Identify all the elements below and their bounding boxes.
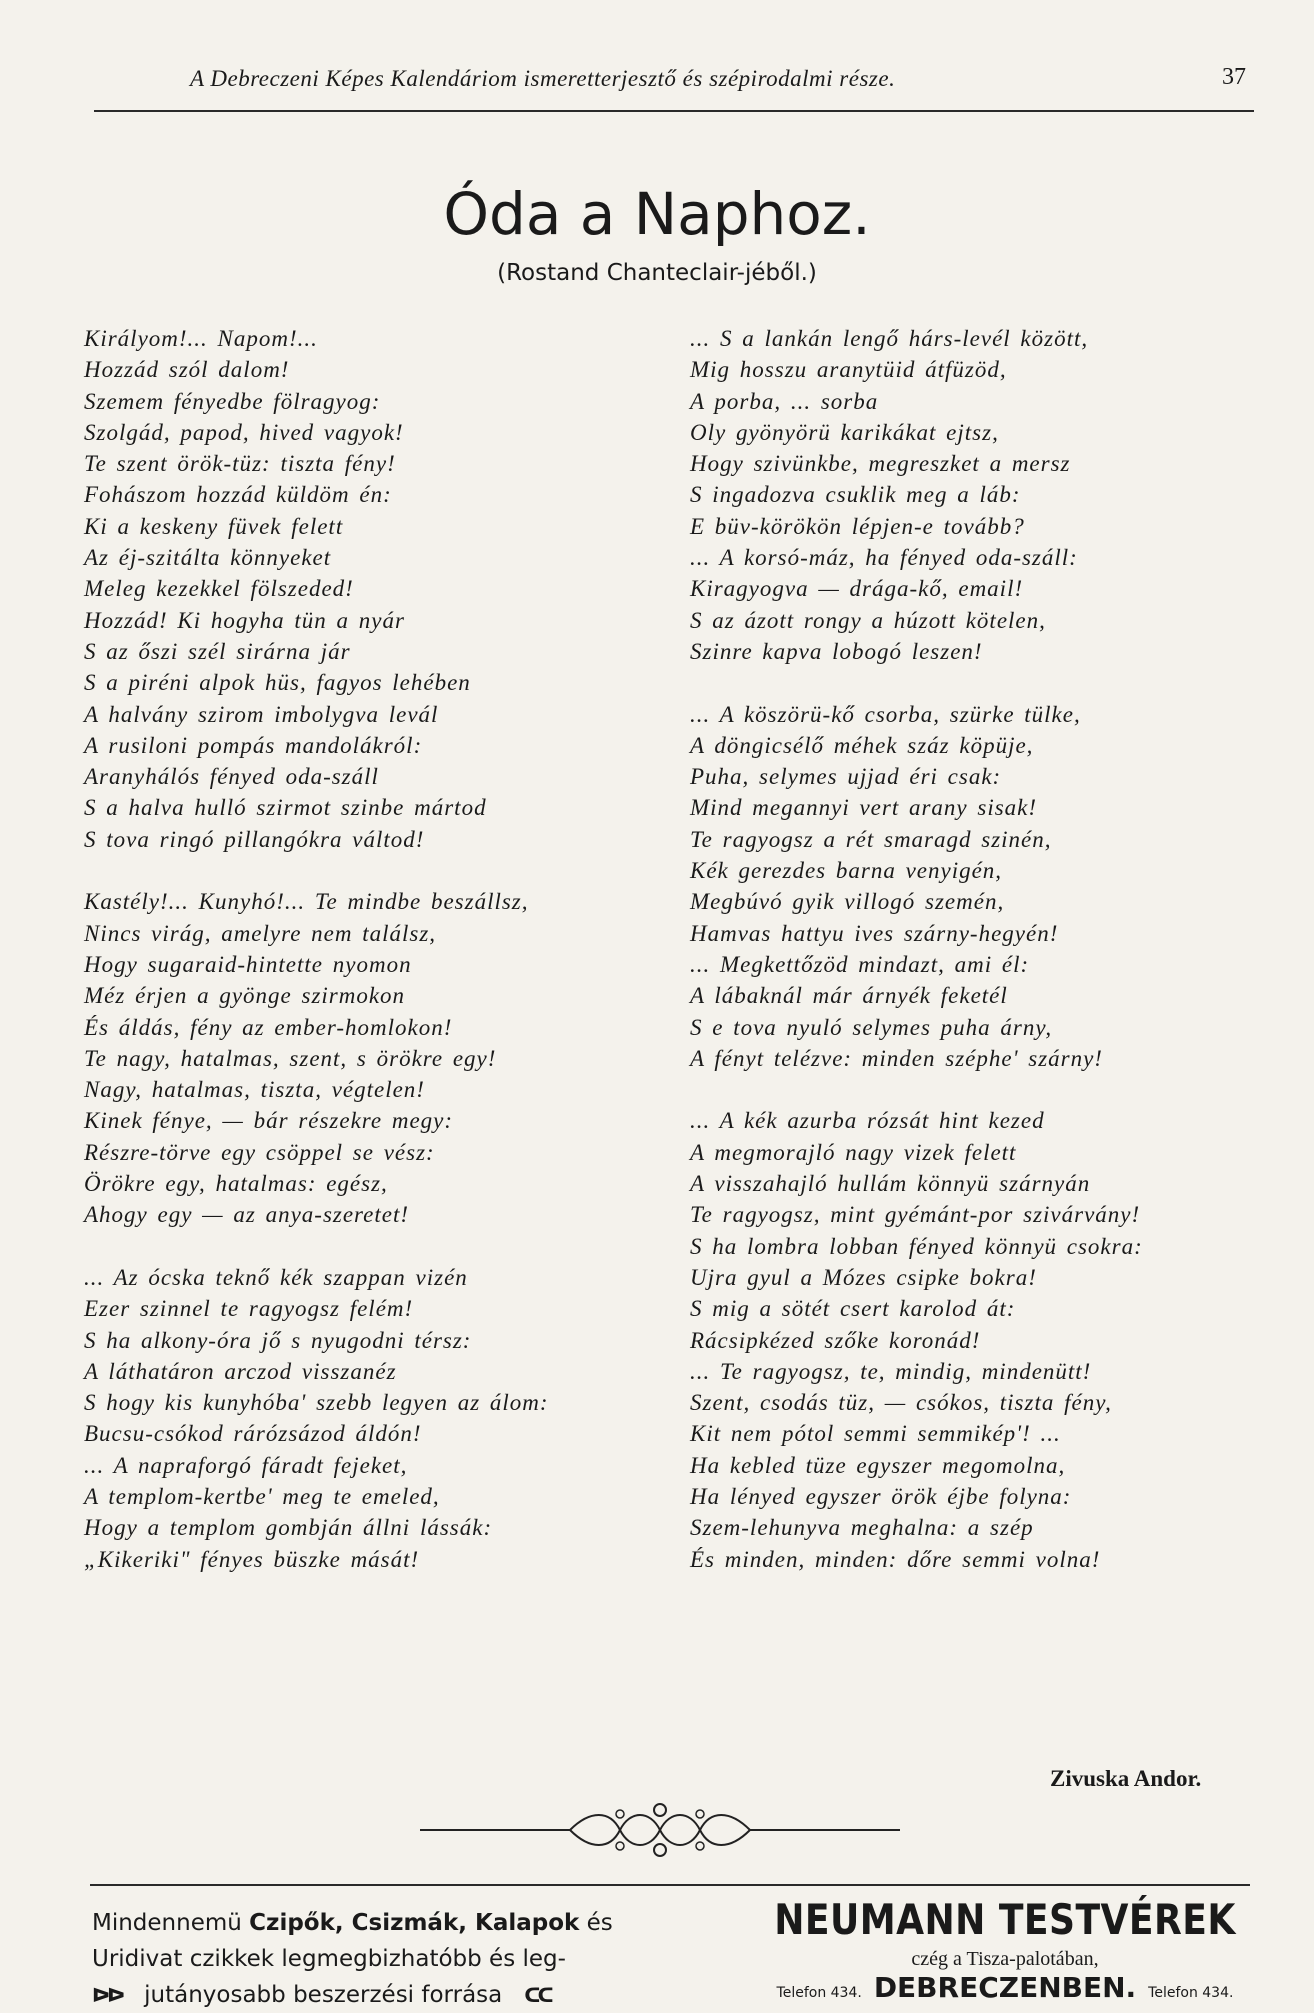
poem-right-column: [690, 323, 1280, 1575]
poem-line: A fényt telézve: minden széphe' szárny!: [690, 1045, 1103, 1071]
poem-line: ... A kék azurba rózsát hint kezed: [690, 1108, 1045, 1134]
poem-line: ... A napraforgó fáradt fejeket,: [84, 1452, 408, 1478]
ad-line-1: [92, 1905, 712, 1941]
poem-line: És minden, minden: dőre semmi volna!: [690, 1546, 1101, 1572]
poem-left-column: [84, 323, 664, 1575]
poem-line: A megmorajló nagy vizek felett: [690, 1139, 1017, 1165]
company-address: czég a Tisza-palotában,: [911, 1948, 1099, 1970]
poem-line: Hozzád! Ki hogyha tün a nyár: [84, 607, 405, 633]
poem-line: A halvány szirom imbolygva levál: [84, 701, 439, 727]
poem-line: E büv-körökön lépjen-e tovább?: [690, 513, 1025, 539]
poem-line: Te nagy, hatalmas, szent, s örökre egy!: [84, 1045, 497, 1071]
left-stanza: [84, 323, 664, 855]
poem-line: ... Megkettőzöd mindazt, ami él:: [690, 951, 1030, 977]
poem-line: Aranyhálós fényed oda-száll: [84, 764, 379, 790]
poem-line: A visszahajló hullám könnyü szárnyán: [690, 1171, 1091, 1197]
poem-line: Hogy sugaraid-hintette nyomon: [84, 951, 412, 977]
poem-subtitle: (Rostand Chanteclair-jéből.): [497, 260, 817, 286]
poem-line: Rácsipkézed szőke koronád!: [690, 1327, 981, 1353]
poem-line: Puha, selymes ujjad éri csak:: [690, 764, 1002, 790]
poem-line: Te szent örök-tüz: tiszta fény!: [84, 451, 396, 477]
poem-line: A lábaknál már árnyék feketél: [690, 983, 1008, 1009]
poem-line: Szinre kapva lobogó leszen!: [690, 638, 983, 664]
poem-line: ... A korsó-máz, ha fényed oda-száll:: [690, 545, 1078, 571]
poem-line: Ha lényed egyszer örök éjbe folyna:: [690, 1483, 1072, 1509]
poem-line: Ezer szinnel te ragyogsz felém!: [84, 1296, 414, 1322]
poem-line: Kastély!... Kunyhó!... Te mindbe beszállsz,: [84, 889, 529, 915]
company-name: NEUMANN TESTVÉREK: [774, 1895, 1236, 1944]
poem-line: Nincs virág, amelyre nem találsz,: [84, 920, 437, 946]
ad-line-1-prefix: Mindennemü: [92, 1910, 242, 1936]
company-city: DEBRECZENBEN.: [873, 1971, 1137, 2004]
poem-line: ... S a lankán lengő hárs-levél között,: [690, 326, 1089, 351]
poem-line: És áldás, fény az ember-homlokon!: [84, 1014, 453, 1040]
poem-line: S a halva hulló szirmot szinbe mártod: [84, 795, 487, 821]
poem-line: Szemem fényedbe fölragyog:: [84, 388, 381, 414]
pointer-left-icon: ᑕᑕ: [524, 1983, 551, 2007]
poem-line: S hogy kis kunyhóba' szebb legyen az álom:: [84, 1390, 549, 1416]
poem-line: Fohászom hozzád küldöm én:: [84, 482, 392, 508]
ad-line-1-products: Czipők, Csizmák, Kalapok: [249, 1910, 580, 1936]
advertisement-text: [92, 1905, 712, 2013]
right-stanza: [690, 323, 1280, 667]
decorative-ornament: [420, 1800, 900, 1860]
page-number: 37: [1222, 64, 1246, 90]
poem-line: Bucsu-csókod rárózsázod áldón!: [84, 1421, 422, 1447]
poem-line: A porba, ... sorba: [690, 388, 879, 414]
poem-line: Az éj-szitálta könnyeket: [84, 545, 332, 571]
poem-line: Mind megannyi vert arany sisak!: [690, 795, 1038, 821]
poem-line: Szent, csodás tüz, — csókos, tiszta fény,: [690, 1390, 1112, 1416]
poem-line: S tova ringó pillangókra váltod!: [84, 826, 425, 852]
poem-line: Hamvas hattyu ives szárny-hegyén!: [690, 920, 1059, 946]
poem-line: Kiragyogva — drága-kő, email!: [690, 576, 1024, 602]
poem-line: S a piréni alpok hüs, fagyos lehében: [84, 670, 471, 696]
ad-line-3: [92, 1977, 712, 2013]
poem-line: S ha alkony-óra jő s nyugodni térsz:: [84, 1327, 472, 1353]
phone-left: Telefon 434.: [776, 1985, 862, 2001]
poem-line: S mig a sötét csert karolod át:: [690, 1296, 1016, 1322]
poem-line: A döngicsélő méhek száz köpüje,: [690, 732, 1034, 758]
poem-line: Meleg kezekkel fölszeded!: [84, 576, 354, 602]
ad-line-3-text: jutányosabb beszerzési forrása: [144, 1982, 503, 2008]
poem-line: Ahogy egy — az anya-szeretet!: [84, 1202, 410, 1228]
company-city-line: [735, 1971, 1275, 2004]
advertisement-rule: [90, 1884, 1250, 1886]
poem-line: Hozzád szól dalom!: [84, 357, 290, 383]
poem-line: S az őszi szél sirárna jár: [84, 638, 351, 664]
poem-line: S ingadozva csuklik meg a láb:: [690, 482, 1021, 508]
left-stanza: [84, 886, 664, 1230]
poem-line: Ha kebled tüze egyszer megomolna,: [690, 1452, 1066, 1478]
poem-line: A láthatáron arczod visszanéz: [84, 1358, 397, 1384]
poem-line: Hogy szivünkbe, megreszket a mersz: [690, 451, 1071, 477]
poem-line: Nagy, hatalmas, tiszta, végtelen!: [84, 1077, 425, 1103]
right-stanza: [690, 1105, 1280, 1574]
poem-line: Szem-lehunyva meghalna: a szép: [690, 1515, 1034, 1541]
poem-line: Szolgád, papod, hived vagyok!: [84, 419, 404, 445]
pointer-right-icon: ᐅᐅ: [92, 1983, 123, 2007]
poem-line: ... Te ragyogsz, te, mindig, mindenütt!: [690, 1358, 1092, 1384]
poem-line: „Kikeriki" fényes büszke mását!: [84, 1546, 420, 1572]
poem-line: Hogy a templom gombján állni lássák:: [84, 1515, 493, 1541]
right-stanza: [690, 699, 1280, 1075]
poem-line: Méz érjen a gyönge szirmokon: [84, 983, 406, 1009]
company-block: [735, 1895, 1275, 2004]
poem-line: Megbúvó gyik villogó szemén,: [690, 889, 1005, 915]
poem-line: Királyom!... Napom!...: [84, 326, 318, 351]
poem-title: Óda a Naphoz.: [443, 180, 871, 248]
poem-line: Te ragyogsz, mint gyémánt-por szivárvány!: [690, 1202, 1141, 1228]
poem-line: Te ragyogsz a rét smaragd szinén,: [690, 826, 1052, 852]
poem-line: Oly gyönyörü karikákat ejtsz,: [690, 419, 999, 445]
poem-line: Örökre egy, hatalmas: egész,: [84, 1171, 388, 1197]
poem-line: Ki a keskeny füvek felett: [84, 513, 344, 539]
poem-line: S e tova nyuló selymes puha árny,: [690, 1014, 1053, 1040]
running-head: A Debreczeni Képes Kalendáriom ismeretterjesztő és szépirodalmi része.: [190, 66, 896, 91]
left-stanza: [84, 1262, 664, 1575]
poem-line: Mig hosszu aranytüid átfüzöd,: [690, 357, 1007, 383]
poem-line: Kék gerezdes barna venyigén,: [690, 858, 1003, 884]
header-rule: [94, 110, 1254, 112]
poem-line: Kit nem pótol semmi semmikép'! ...: [690, 1421, 1061, 1447]
poem-line: A templom-kertbe' meg te emeled,: [84, 1483, 440, 1509]
poem-line: Ujra gyul a Mózes csipke bokra!: [690, 1264, 1037, 1290]
poem-line: ... A köszörü-kő csorba, szürke tülke,: [690, 701, 1081, 727]
poem-line: S az ázott rongy a húzott kötelen,: [690, 607, 1046, 633]
poem-author: Zivuska Andor.: [1050, 1766, 1202, 1791]
poem-line: Részre-törve egy csöppel se vész:: [84, 1139, 435, 1165]
poem-line: ... Az ócska teknő kék szappan vizén: [84, 1264, 468, 1290]
ad-line-1-suffix: és: [586, 1910, 613, 1936]
phone-right: Telefon 434.: [1148, 1985, 1234, 2001]
ad-line-2: Uridivat czikkek legmegbizhatóbb és leg-: [92, 1946, 566, 1972]
poem-line: S ha lombra lobban fényed könnyü csokra:: [690, 1233, 1143, 1259]
poem-line: Kinek fénye, — bár részekre megy:: [84, 1108, 454, 1134]
poem-line: A rusiloni pompás mandolákról:: [84, 732, 423, 758]
